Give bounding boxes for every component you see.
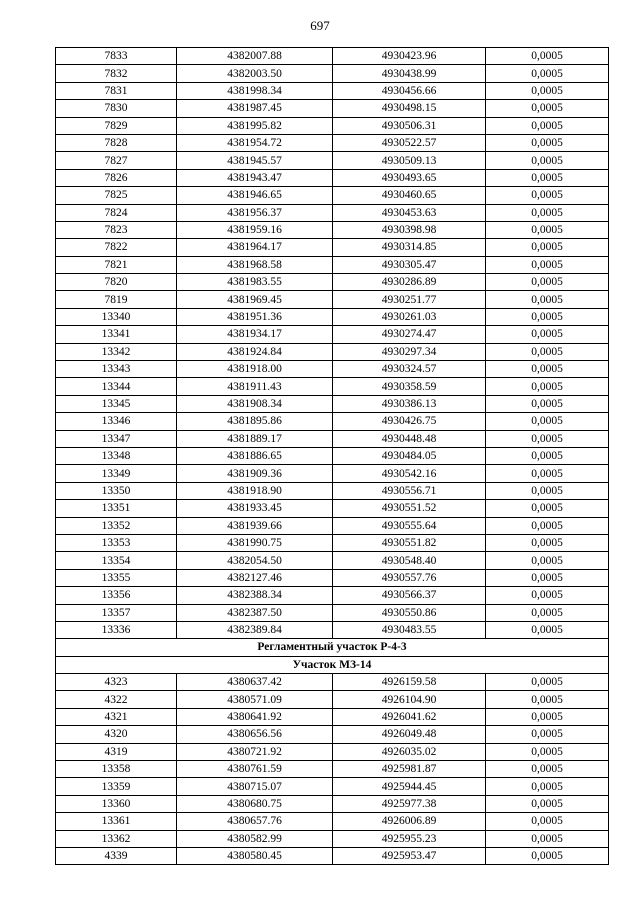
point-number-cell: 7826 [56, 169, 177, 186]
table-row [56, 674, 609, 691]
table-row [56, 691, 609, 708]
accuracy-cell: 0,0005 [486, 708, 609, 725]
table-row [56, 743, 609, 760]
y-coordinate-cell: 4930542.16 [333, 465, 486, 482]
table-row [56, 221, 609, 238]
y-coordinate-cell: 4930555.64 [333, 517, 486, 534]
y-coordinate-cell: 4930398.98 [333, 221, 486, 238]
table-row [56, 361, 609, 378]
table-row [56, 134, 609, 151]
point-number-cell: 13348 [56, 447, 177, 464]
y-coordinate-cell: 4926159.58 [333, 674, 486, 691]
accuracy-cell: 0,0005 [486, 134, 609, 151]
y-coordinate-cell: 4925981.87 [333, 761, 486, 778]
x-coordinate-cell: 4380656.56 [177, 726, 333, 743]
point-number-cell: 4320 [56, 726, 177, 743]
accuracy-cell: 0,0005 [486, 239, 609, 256]
accuracy-cell: 0,0005 [486, 587, 609, 604]
y-coordinate-cell: 4930324.57 [333, 361, 486, 378]
table-row [56, 500, 609, 517]
accuracy-cell: 0,0005 [486, 256, 609, 273]
table-row [56, 117, 609, 134]
x-coordinate-cell: 4381998.34 [177, 82, 333, 99]
accuracy-cell: 0,0005 [486, 82, 609, 99]
table-row [56, 343, 609, 360]
accuracy-cell: 0,0005 [486, 169, 609, 186]
y-coordinate-cell: 4930386.13 [333, 395, 486, 412]
y-coordinate-cell: 4930251.77 [333, 291, 486, 308]
point-number-cell: 13360 [56, 795, 177, 812]
y-coordinate-cell: 4930426.75 [333, 413, 486, 430]
y-coordinate-cell: 4930509.13 [333, 152, 486, 169]
x-coordinate-cell: 4381933.45 [177, 500, 333, 517]
table-row [56, 100, 609, 117]
point-number-cell: 13346 [56, 413, 177, 430]
x-coordinate-cell: 4381964.17 [177, 239, 333, 256]
x-coordinate-cell: 4381943.47 [177, 169, 333, 186]
table-row [56, 152, 609, 169]
x-coordinate-cell: 4381946.65 [177, 187, 333, 204]
point-number-cell: 13358 [56, 761, 177, 778]
x-coordinate-cell: 4380580.45 [177, 847, 333, 864]
accuracy-cell: 0,0005 [486, 691, 609, 708]
point-number-cell: 13355 [56, 569, 177, 586]
table-row [56, 274, 609, 291]
x-coordinate-cell: 4381911.43 [177, 378, 333, 395]
y-coordinate-cell: 4930550.86 [333, 604, 486, 621]
x-coordinate-cell: 4381959.16 [177, 221, 333, 238]
accuracy-cell: 0,0005 [486, 308, 609, 325]
y-coordinate-cell: 4930483.55 [333, 621, 486, 638]
x-coordinate-cell: 4382003.50 [177, 65, 333, 82]
table-row [56, 395, 609, 412]
point-number-cell: 13345 [56, 395, 177, 412]
x-coordinate-cell: 4380680.75 [177, 795, 333, 812]
x-coordinate-cell: 4381918.00 [177, 361, 333, 378]
table-row [56, 326, 609, 343]
x-coordinate-cell: 4381951.36 [177, 308, 333, 325]
table-row [56, 65, 609, 82]
x-coordinate-cell: 4381889.17 [177, 430, 333, 447]
point-number-cell: 13343 [56, 361, 177, 378]
accuracy-cell: 0,0005 [486, 187, 609, 204]
x-coordinate-cell: 4381995.82 [177, 117, 333, 134]
point-number-cell: 7821 [56, 256, 177, 273]
table-row [56, 413, 609, 430]
x-coordinate-cell: 4382388.34 [177, 587, 333, 604]
x-coordinate-cell: 4381983.55 [177, 274, 333, 291]
y-coordinate-cell: 4930556.71 [333, 482, 486, 499]
x-coordinate-cell: 4382389.84 [177, 621, 333, 638]
accuracy-cell: 0,0005 [486, 847, 609, 864]
accuracy-cell: 0,0005 [486, 65, 609, 82]
table-row [56, 256, 609, 273]
y-coordinate-cell: 4930438.99 [333, 65, 486, 82]
accuracy-cell: 0,0005 [486, 395, 609, 412]
table-row [56, 378, 609, 395]
y-coordinate-cell: 4930423.96 [333, 48, 486, 65]
x-coordinate-cell: 4381939.66 [177, 517, 333, 534]
x-coordinate-cell: 4382387.50 [177, 604, 333, 621]
coordinates-table [55, 47, 609, 865]
table-row [56, 239, 609, 256]
point-number-cell: 13349 [56, 465, 177, 482]
y-coordinate-cell: 4930522.57 [333, 134, 486, 151]
x-coordinate-cell: 4381969.45 [177, 291, 333, 308]
accuracy-cell: 0,0005 [486, 517, 609, 534]
y-coordinate-cell: 4930551.52 [333, 500, 486, 517]
table-row [56, 465, 609, 482]
table-row [56, 447, 609, 464]
table-row [56, 621, 609, 638]
section-header: Участок МЗ-14 [56, 656, 609, 673]
point-number-cell: 7830 [56, 100, 177, 117]
y-coordinate-cell: 4930453.63 [333, 204, 486, 221]
x-coordinate-cell: 4380582.99 [177, 830, 333, 847]
y-coordinate-cell: 4930506.31 [333, 117, 486, 134]
point-number-cell: 13359 [56, 778, 177, 795]
point-number-cell: 7820 [56, 274, 177, 291]
point-number-cell: 13347 [56, 430, 177, 447]
accuracy-cell: 0,0005 [486, 743, 609, 760]
y-coordinate-cell: 4930314.85 [333, 239, 486, 256]
x-coordinate-cell: 4380657.76 [177, 813, 333, 830]
x-coordinate-cell: 4381924.84 [177, 343, 333, 360]
table-row [56, 587, 609, 604]
x-coordinate-cell: 4380721.92 [177, 743, 333, 760]
y-coordinate-cell: 4930358.59 [333, 378, 486, 395]
x-coordinate-cell: 4380637.42 [177, 674, 333, 691]
x-coordinate-cell: 4382007.88 [177, 48, 333, 65]
y-coordinate-cell: 4925977.38 [333, 795, 486, 812]
accuracy-cell: 0,0005 [486, 552, 609, 569]
table-row [56, 82, 609, 99]
point-number-cell: 13353 [56, 534, 177, 551]
table-row [56, 48, 609, 65]
accuracy-cell: 0,0005 [486, 378, 609, 395]
x-coordinate-cell: 4381886.65 [177, 447, 333, 464]
y-coordinate-cell: 4930498.15 [333, 100, 486, 117]
accuracy-cell: 0,0005 [486, 500, 609, 517]
section-header-row [56, 639, 609, 656]
point-number-cell: 13356 [56, 587, 177, 604]
accuracy-cell: 0,0005 [486, 813, 609, 830]
accuracy-cell: 0,0005 [486, 274, 609, 291]
accuracy-cell: 0,0005 [486, 726, 609, 743]
accuracy-cell: 0,0005 [486, 413, 609, 430]
y-coordinate-cell: 4925955.23 [333, 830, 486, 847]
table-row [56, 517, 609, 534]
table-row [56, 847, 609, 864]
table-row [56, 204, 609, 221]
y-coordinate-cell: 4926006.89 [333, 813, 486, 830]
table-row [56, 830, 609, 847]
table-row [56, 726, 609, 743]
accuracy-cell: 0,0005 [486, 534, 609, 551]
x-coordinate-cell: 4381945.57 [177, 152, 333, 169]
y-coordinate-cell: 4930493.65 [333, 169, 486, 186]
y-coordinate-cell: 4930261.03 [333, 308, 486, 325]
x-coordinate-cell: 4382127.46 [177, 569, 333, 586]
y-coordinate-cell: 4925953.47 [333, 847, 486, 864]
point-number-cell: 13336 [56, 621, 177, 638]
point-number-cell: 4339 [56, 847, 177, 864]
table-row [56, 534, 609, 551]
table-row [56, 291, 609, 308]
accuracy-cell: 0,0005 [486, 326, 609, 343]
table-row [56, 813, 609, 830]
y-coordinate-cell: 4930484.05 [333, 447, 486, 464]
section-header-row [56, 656, 609, 673]
table-row [56, 187, 609, 204]
accuracy-cell: 0,0005 [486, 761, 609, 778]
point-number-cell: 13341 [56, 326, 177, 343]
point-number-cell: 4322 [56, 691, 177, 708]
x-coordinate-cell: 4381990.75 [177, 534, 333, 551]
accuracy-cell: 0,0005 [486, 117, 609, 134]
accuracy-cell: 0,0005 [486, 778, 609, 795]
point-number-cell: 7823 [56, 221, 177, 238]
accuracy-cell: 0,0005 [486, 100, 609, 117]
point-number-cell: 7831 [56, 82, 177, 99]
point-number-cell: 13342 [56, 343, 177, 360]
y-coordinate-cell: 4930460.65 [333, 187, 486, 204]
point-number-cell: 13351 [56, 500, 177, 517]
point-number-cell: 13352 [56, 517, 177, 534]
section-header: Регламентный участок Р-4-3 [56, 639, 609, 656]
point-number-cell: 13361 [56, 813, 177, 830]
x-coordinate-cell: 4381918.90 [177, 482, 333, 499]
point-number-cell: 7828 [56, 134, 177, 151]
point-number-cell: 13340 [56, 308, 177, 325]
table-row [56, 552, 609, 569]
y-coordinate-cell: 4930297.34 [333, 343, 486, 360]
accuracy-cell: 0,0005 [486, 48, 609, 65]
point-number-cell: 7819 [56, 291, 177, 308]
table-row [56, 795, 609, 812]
accuracy-cell: 0,0005 [486, 795, 609, 812]
y-coordinate-cell: 4926035.02 [333, 743, 486, 760]
y-coordinate-cell: 4926104.90 [333, 691, 486, 708]
y-coordinate-cell: 4930566.37 [333, 587, 486, 604]
table-row [56, 761, 609, 778]
x-coordinate-cell: 4380715.07 [177, 778, 333, 795]
accuracy-cell: 0,0005 [486, 291, 609, 308]
point-number-cell: 13350 [56, 482, 177, 499]
y-coordinate-cell: 4930548.40 [333, 552, 486, 569]
table-row [56, 482, 609, 499]
page-number: 697 [310, 18, 330, 33]
accuracy-cell: 0,0005 [486, 447, 609, 464]
accuracy-cell: 0,0005 [486, 482, 609, 499]
accuracy-cell: 0,0005 [486, 604, 609, 621]
accuracy-cell: 0,0005 [486, 674, 609, 691]
y-coordinate-cell: 4930286.89 [333, 274, 486, 291]
table-row [56, 708, 609, 725]
y-coordinate-cell: 4926049.48 [333, 726, 486, 743]
table-row [56, 169, 609, 186]
y-coordinate-cell: 4930274.47 [333, 326, 486, 343]
table-row [56, 430, 609, 447]
point-number-cell: 13344 [56, 378, 177, 395]
x-coordinate-cell: 4382054.50 [177, 552, 333, 569]
point-number-cell: 7833 [56, 48, 177, 65]
y-coordinate-cell: 4930448.48 [333, 430, 486, 447]
point-number-cell: 4321 [56, 708, 177, 725]
accuracy-cell: 0,0005 [486, 569, 609, 586]
point-number-cell: 7822 [56, 239, 177, 256]
x-coordinate-cell: 4381987.45 [177, 100, 333, 117]
y-coordinate-cell: 4930456.66 [333, 82, 486, 99]
x-coordinate-cell: 4381934.17 [177, 326, 333, 343]
accuracy-cell: 0,0005 [486, 204, 609, 221]
table-row [56, 308, 609, 325]
y-coordinate-cell: 4930551.82 [333, 534, 486, 551]
y-coordinate-cell: 4926041.62 [333, 708, 486, 725]
table-row [56, 569, 609, 586]
x-coordinate-cell: 4381956.37 [177, 204, 333, 221]
point-number-cell: 7824 [56, 204, 177, 221]
point-number-cell: 13354 [56, 552, 177, 569]
x-coordinate-cell: 4381908.34 [177, 395, 333, 412]
x-coordinate-cell: 4381909.36 [177, 465, 333, 482]
table-row [56, 604, 609, 621]
point-number-cell: 4323 [56, 674, 177, 691]
x-coordinate-cell: 4380641.92 [177, 708, 333, 725]
point-number-cell: 4319 [56, 743, 177, 760]
y-coordinate-cell: 4930557.76 [333, 569, 486, 586]
table-row [56, 778, 609, 795]
point-number-cell: 13357 [56, 604, 177, 621]
accuracy-cell: 0,0005 [486, 152, 609, 169]
point-number-cell: 7827 [56, 152, 177, 169]
accuracy-cell: 0,0005 [486, 830, 609, 847]
point-number-cell: 13362 [56, 830, 177, 847]
accuracy-cell: 0,0005 [486, 343, 609, 360]
accuracy-cell: 0,0005 [486, 465, 609, 482]
x-coordinate-cell: 4380571.09 [177, 691, 333, 708]
y-coordinate-cell: 4925944.45 [333, 778, 486, 795]
x-coordinate-cell: 4381895.86 [177, 413, 333, 430]
x-coordinate-cell: 4381968.58 [177, 256, 333, 273]
accuracy-cell: 0,0005 [486, 221, 609, 238]
accuracy-cell: 0,0005 [486, 361, 609, 378]
x-coordinate-cell: 4380761.59 [177, 761, 333, 778]
accuracy-cell: 0,0005 [486, 430, 609, 447]
y-coordinate-cell: 4930305.47 [333, 256, 486, 273]
accuracy-cell: 0,0005 [486, 621, 609, 638]
point-number-cell: 7825 [56, 187, 177, 204]
point-number-cell: 7829 [56, 117, 177, 134]
coordinates-table-body [56, 48, 609, 865]
x-coordinate-cell: 4381954.72 [177, 134, 333, 151]
point-number-cell: 7832 [56, 65, 177, 82]
